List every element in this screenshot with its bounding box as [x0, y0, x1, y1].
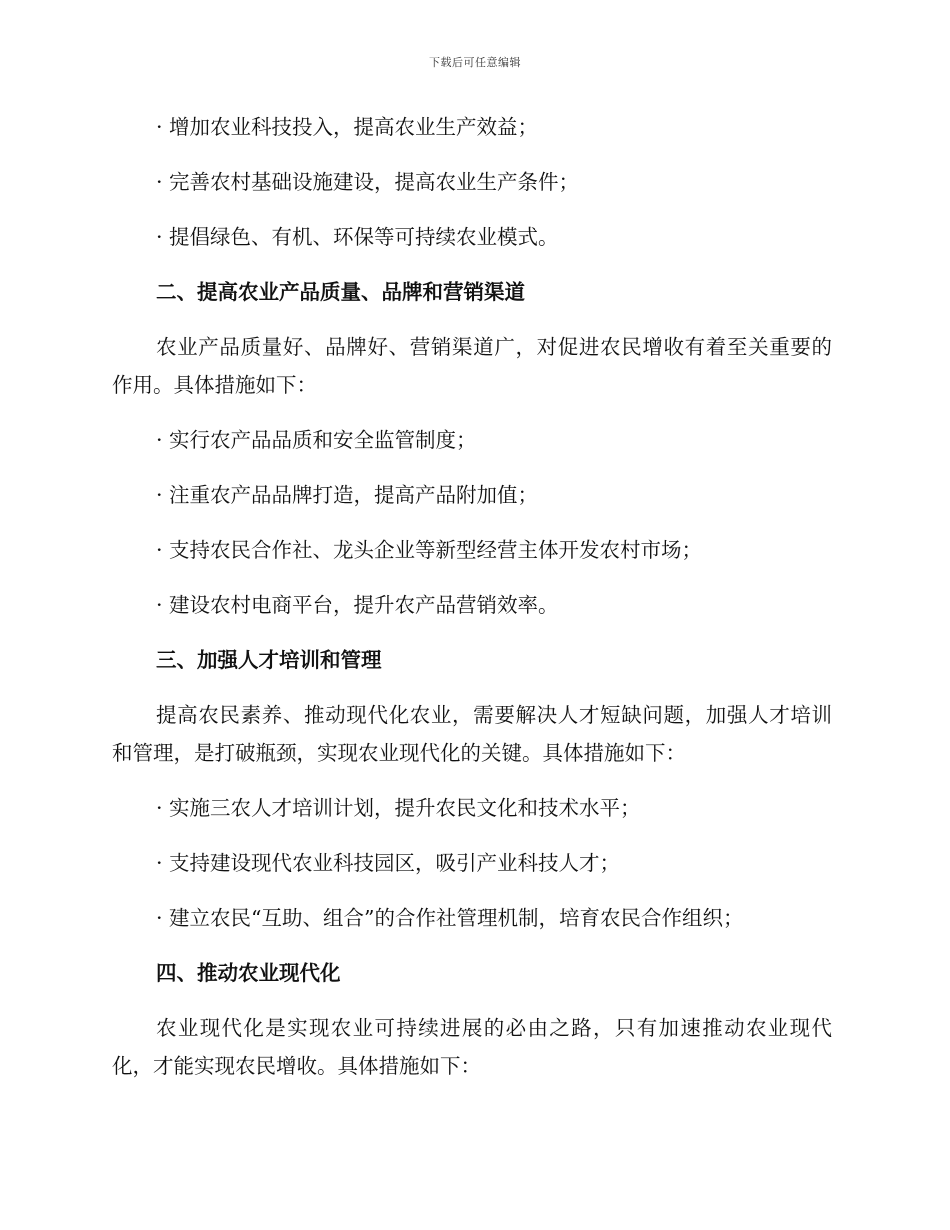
paragraph: 农业现代化是实现农业可持续进展的必由之路，只有加速推动农业现代化，才能实现农民增收。具体措施如下：: [112, 1016, 832, 1078]
paragraph: 农业产品质量好、品牌好、营销渠道广，对促进农民增收有着至关重要的作用。具体措施如下：: [112, 335, 832, 397]
section-heading: 四、推动农业现代化: [156, 961, 341, 985]
bullet-item: · 实施三农人才培训计划，提升农民文化和技术水平；: [156, 796, 641, 820]
section-heading: 三、加强人才培训和管理: [156, 648, 382, 672]
bullet-item: · 注重农产品品牌打造，提高产品附加值；: [156, 483, 539, 507]
bullet-item: · 增加农业科技投入，提高农业生产效益；: [156, 115, 539, 139]
paragraph: 提高农民素养、推动现代化农业，需要解决人才短缺问题，加强人才培训和管理，是打破瓶颈，实现农业现代化的关键。具体措施如下：: [112, 703, 832, 765]
bullet-item: · 完善农村基础设施建设，提高农业生产条件；: [156, 170, 580, 194]
bullet-item: · 支持建设现代农业科技园区，吸引产业科技人才；: [156, 851, 621, 875]
section-heading: 二、提高农业产品质量、品牌和营销渠道: [156, 280, 525, 304]
document-body: [112, 108, 832, 1102]
bullet-item: · 实行农产品品质和安全监管制度；: [156, 428, 477, 452]
header-note: 下载后可任意编辑: [429, 56, 521, 69]
bullet-item: · 支持农民合作社、龙头企业等新型经营主体开发农村市场；: [156, 538, 703, 562]
bullet-item: · 提倡绿色、有机、环保等可持续农业模式。: [156, 225, 559, 249]
bullet-item: · 建设农村电商平台，提升农产品营销效率。: [156, 593, 559, 617]
bullet-item: · 建立农民“互助、组合”的合作社管理机制，培育农民合作组织；: [156, 906, 744, 930]
